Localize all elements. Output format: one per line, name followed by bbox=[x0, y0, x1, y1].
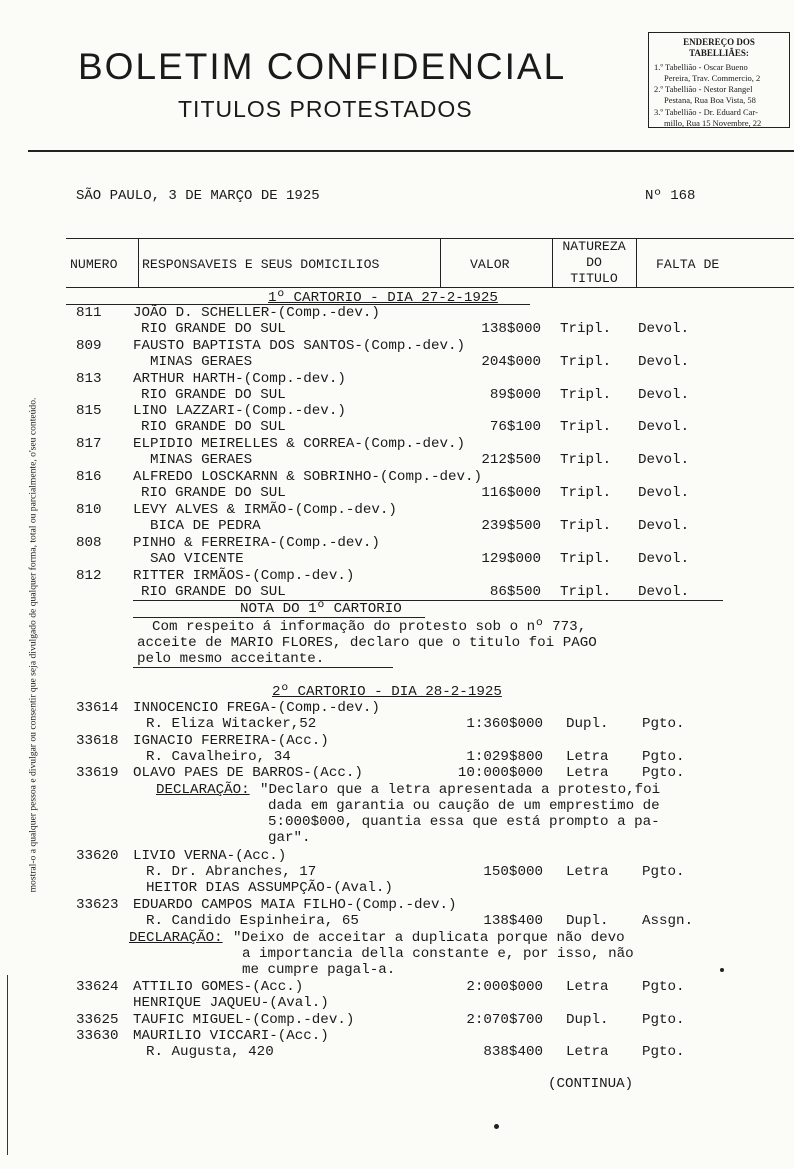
entry-reason: Devol. bbox=[638, 518, 690, 534]
entry-reason: Pgto. bbox=[642, 979, 685, 995]
notary-address-box bbox=[648, 32, 790, 128]
entry-reason: Pgto. bbox=[642, 1012, 685, 1028]
entry-name: LINO LAZZARI-(Comp.-dev.) bbox=[133, 403, 346, 419]
header-natureza-3: TITULO bbox=[570, 271, 618, 286]
margin-line bbox=[7, 975, 8, 1155]
entry-nature: Tripl. bbox=[560, 354, 612, 370]
address-line: Pereira, Trav. Commercio, 2 bbox=[664, 72, 761, 83]
entry-name: ALFREDO LOSCKARNN & SOBRINHO-(Comp.-dev.) bbox=[133, 469, 483, 485]
entry-name: RITTER IRMÃOS-(Comp.-dev.) bbox=[133, 568, 355, 584]
entry-location: RIO GRANDE DO SUL bbox=[141, 485, 286, 501]
nota-heading: NOTA DO 1º CARTORIO bbox=[240, 601, 402, 617]
entry-address: R. Dr. Abranches, 17 bbox=[146, 864, 317, 880]
entry-value: 212$500 bbox=[481, 452, 541, 468]
entry-location: MINAS GERAES bbox=[150, 354, 253, 370]
entry-value: 76$100 bbox=[489, 419, 541, 435]
note-rule-bottom bbox=[133, 667, 393, 668]
table-header bbox=[66, 238, 794, 288]
declaracao-line: a importancia della constante e, por isso, não bbox=[242, 946, 634, 962]
entry-guarantor: HEITOR DIAS ASSUMPÇÃO-(Aval.) bbox=[146, 880, 393, 896]
entry-reason: Pgto. bbox=[642, 1044, 685, 1060]
entry-numero: 809 bbox=[76, 338, 102, 354]
declaracao-line: "Deixo de acceitar a duplicata porque não devo bbox=[233, 930, 625, 946]
entry-numero: 33619 bbox=[76, 765, 119, 781]
declaracao-line: gar". bbox=[268, 830, 311, 846]
entry-nature: Letra bbox=[566, 749, 609, 765]
entry-value: 150$000 bbox=[483, 864, 543, 880]
entry-value: 116$000 bbox=[481, 485, 541, 501]
entry-nature: Letra bbox=[566, 765, 609, 781]
entry-nature: Tripl. bbox=[560, 584, 612, 600]
entry-reason: Devol. bbox=[638, 452, 690, 468]
entry-numero: 815 bbox=[76, 403, 102, 419]
entry-name: JOÃO D. SCHELLER-(Comp.-dev.) bbox=[133, 305, 380, 321]
entry-numero: 816 bbox=[76, 469, 102, 485]
entry-nature: Letra bbox=[566, 864, 609, 880]
address-line: Pestana, Rua Boa Vista, 58 bbox=[664, 95, 756, 106]
entry-name: OLAVO PAES DE BARROS-(Acc.) bbox=[133, 765, 363, 781]
address-box-heading: ENDEREÇO DOS TABELLIÃES: bbox=[683, 37, 755, 59]
column-divider bbox=[138, 238, 139, 288]
entry-numero: 33624 bbox=[76, 979, 119, 995]
entry-name: LEVY ALVES & IRMÃO-(Comp.-dev.) bbox=[133, 502, 397, 518]
declaracao-label: DECLARAÇÃO: bbox=[129, 930, 223, 946]
header-natureza-2: DO bbox=[586, 255, 602, 270]
entry-address: R. Cavalheiro, 34 bbox=[146, 749, 291, 765]
entry-name: IGNACIO FERREIRA-(Acc.) bbox=[133, 733, 329, 749]
side-note-text: mostral-o a qualquer pessoa e divulgar ou consentir que seja divulgado de qualquer forma, total ou parcialmente, o'seu conteúdo. bbox=[27, 397, 39, 893]
header-rule-top bbox=[66, 238, 794, 239]
declaracao-line: 5:000$000, quantia essa que está prompto a pa- bbox=[268, 814, 660, 830]
declaracao-label: DECLARAÇÃO: bbox=[156, 782, 250, 798]
entry-address: R. Augusta, 420 bbox=[146, 1044, 274, 1060]
entry-name: ATTILIO GOMES-(Acc.) bbox=[133, 979, 304, 995]
address-line: 2.º Tabellião - Nestor Rangel bbox=[654, 84, 753, 95]
entry-value: 2:070$700 bbox=[466, 1012, 543, 1028]
entry-location: RIO GRANDE DO SUL bbox=[141, 387, 286, 403]
entry-name: MAURILIO VICCARI-(Acc.) bbox=[133, 1028, 329, 1044]
entry-numero: 812 bbox=[76, 568, 102, 584]
bulletin-subtitle: TITULOS PROTESTADOS bbox=[178, 96, 473, 122]
entry-guarantor: HENRIQUE JAQUEU-(Aval.) bbox=[133, 995, 329, 1011]
entry-numero: 33614 bbox=[76, 700, 119, 716]
entry-numero: 33625 bbox=[76, 1012, 119, 1028]
nota-line: acceite de MARIO FLORES, declaro que o titulo foi PAGO bbox=[137, 635, 597, 651]
entry-reason: Pgto. bbox=[642, 716, 685, 732]
entry-location: RIO GRANDE DO SUL bbox=[141, 321, 286, 337]
place-date: SÃO PAULO, 3 DE MARÇO DE 1925 bbox=[76, 188, 320, 204]
entry-address: R. Candido Espinheira, 65 bbox=[146, 913, 359, 929]
entry-numero: 817 bbox=[76, 436, 102, 452]
entry-reason: Assgn. bbox=[642, 913, 694, 929]
side-note bbox=[26, 225, 40, 1065]
entry-reason: Devol. bbox=[638, 584, 690, 600]
entry-value: 1:029$800 bbox=[466, 749, 543, 765]
cartorio1-heading: 1º CARTORIO - DIA 27-2-1925 bbox=[268, 290, 498, 306]
entry-nature: Tripl. bbox=[560, 387, 612, 403]
declaracao-line: me cumpre pagal-a. bbox=[242, 962, 396, 978]
entry-numero: 33623 bbox=[76, 897, 119, 913]
entry-nature: Dupl. bbox=[566, 913, 609, 929]
entry-numero: 810 bbox=[76, 502, 102, 518]
entry-nature: Dupl. bbox=[566, 1012, 609, 1028]
nota-line: pelo mesmo acceitante. bbox=[137, 651, 325, 667]
entry-value: 2:000$000 bbox=[466, 979, 543, 995]
entry-nature: Tripl. bbox=[560, 321, 612, 337]
ink-dot bbox=[494, 1124, 499, 1129]
entry-numero: 813 bbox=[76, 371, 102, 387]
column-divider bbox=[636, 238, 637, 288]
entry-location: SAO VICENTE bbox=[150, 551, 244, 567]
entry-reason: Devol. bbox=[638, 321, 690, 337]
entry-numero: 33630 bbox=[76, 1028, 119, 1044]
entry-nature: Tripl. bbox=[560, 485, 612, 501]
note-heading-rule bbox=[133, 617, 425, 618]
entry-reason: Pgto. bbox=[642, 864, 685, 880]
entry-value: 138$000 bbox=[481, 321, 541, 337]
entry-numero: 33618 bbox=[76, 733, 119, 749]
header-valor: VALOR bbox=[470, 257, 510, 272]
entry-nature: Tripl. bbox=[560, 518, 612, 534]
entry-reason: Devol. bbox=[638, 387, 690, 403]
entry-value: 10:000$000 bbox=[457, 765, 543, 781]
entry-name: FAUSTO BAPTISTA DOS SANTOS-(Comp.-dev.) bbox=[133, 338, 466, 354]
entry-value: 204$000 bbox=[481, 354, 541, 370]
address-line: 3.º Tabellião - Dr. Eduard Car- bbox=[654, 106, 758, 117]
entry-numero: 808 bbox=[76, 535, 102, 551]
header-rule bbox=[28, 150, 794, 152]
header-rule-bottom bbox=[66, 287, 794, 288]
header-natureza-1: NATUREZA bbox=[562, 239, 626, 254]
entry-numero: 33620 bbox=[76, 848, 119, 864]
entry-value: 1:360$000 bbox=[466, 716, 543, 732]
continua-label: (CONTINUA) bbox=[548, 1076, 634, 1092]
ink-dot bbox=[720, 968, 724, 972]
entry-location: BICA DE PEDRA bbox=[150, 518, 261, 534]
entry-reason: Pgto. bbox=[642, 765, 685, 781]
entry-name: LIVIO VERNA-(Acc.) bbox=[133, 848, 287, 864]
entry-reason: Devol. bbox=[638, 485, 690, 501]
entry-numero: 811 bbox=[76, 305, 102, 321]
entry-value: 239$500 bbox=[481, 518, 541, 534]
entry-name: ARTHUR HARTH-(Comp.-dev.) bbox=[133, 371, 346, 387]
entry-reason: Pgto. bbox=[642, 749, 685, 765]
entry-value: 86$500 bbox=[489, 584, 541, 600]
address-line: millo, Rua 15 Novembre, 22 bbox=[664, 118, 762, 129]
header-responsaveis: RESPONSAVEIS E SEUS DOMICILIOS bbox=[142, 257, 380, 272]
column-divider bbox=[552, 238, 553, 288]
entry-name: ELPIDIO MEIRELLES & CORREA-(Comp.-dev.) bbox=[133, 436, 466, 452]
entry-nature: Letra bbox=[566, 1044, 609, 1060]
column-divider bbox=[440, 238, 441, 288]
declaracao-line: "Declaro que a letra apresentada a protesto,foi bbox=[260, 782, 661, 798]
cartorio2-heading: 2º CARTORIO - DIA 28-2-1925 bbox=[272, 684, 502, 700]
bulletin-number: Nº 168 bbox=[645, 188, 696, 204]
entry-name: PINHO & FERREIRA-(Comp.-dev.) bbox=[133, 535, 380, 551]
entry-value: 838$400 bbox=[483, 1044, 543, 1060]
entry-address: R. Eliza Witacker,52 bbox=[146, 716, 317, 732]
entry-name: TAUFIC MIGUEL-(Comp.-dev.) bbox=[133, 1012, 355, 1028]
header-numero: NUMERO bbox=[70, 257, 118, 272]
entry-name: INNOCENCIO FREGA-(Comp.-dev.) bbox=[133, 700, 380, 716]
entry-reason: Devol. bbox=[638, 354, 690, 370]
entry-value: 129$000 bbox=[481, 551, 541, 567]
entry-name: EDUARDO CAMPOS MAIA FILHO-(Comp.-dev.) bbox=[133, 897, 457, 913]
entry-reason: Devol. bbox=[638, 419, 690, 435]
nota-line: Com respeito á informação do protesto sob o nº 773, bbox=[152, 619, 587, 635]
bulletin-title: BOLETIM CONFIDENCIAL bbox=[78, 46, 567, 87]
entry-location: MINAS GERAES bbox=[150, 452, 253, 468]
entry-location: RIO GRANDE DO SUL bbox=[141, 419, 286, 435]
entry-value: 138$400 bbox=[483, 913, 543, 929]
note-rule-top bbox=[133, 600, 723, 601]
entry-reason: Devol. bbox=[638, 551, 690, 567]
entry-location: RIO GRANDE DO SUL bbox=[141, 584, 286, 600]
entry-nature: Tripl. bbox=[560, 551, 612, 567]
entry-nature: Dupl. bbox=[566, 716, 609, 732]
address-line: 1.º Tabellião - Oscar Bueno bbox=[654, 61, 748, 72]
entry-nature: Letra bbox=[566, 979, 609, 995]
entry-value: 89$000 bbox=[489, 387, 541, 403]
entry-nature: Tripl. bbox=[560, 419, 612, 435]
declaracao-line: dada em garantia ou caução de um emprestimo de bbox=[268, 798, 660, 814]
header-falta: FALTA DE bbox=[656, 257, 720, 272]
entry-nature: Tripl. bbox=[560, 452, 612, 468]
